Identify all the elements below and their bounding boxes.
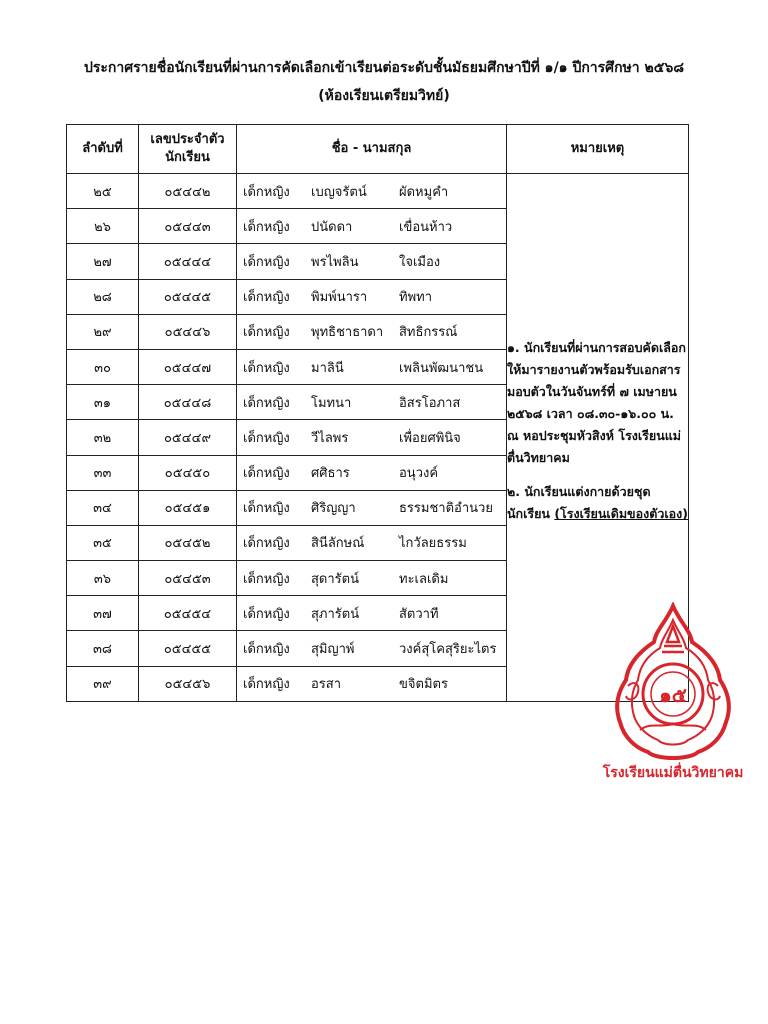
row-number: ๓๒ [67,420,139,455]
student-full-name [237,357,506,378]
student-name-cell [237,561,507,596]
student-name-cell [237,314,507,349]
seal-lower-swirl [640,724,706,730]
row-number: ๒๙ [67,314,139,349]
announcement-title: ประกาศรายชื่อนักเรียนที่ผ่านการคัดเลือกเข้าเรียนต่อระดับชั้นมัธยมศึกษาปีที่ ๑/๑ ปีการศึกษา ๒๕๖๘ [83,60,685,76]
first-name: สุภารัตน์ [311,606,360,622]
first-name: พรไพลิน [311,254,359,270]
name-prefix: เด็กหญิง [243,466,290,482]
student-name-cell [237,174,507,209]
student-id: ๐๕๔๔๒ [139,174,237,209]
first-name: มาลินี [311,360,344,376]
student-id: ๐๕๔๕๔ [139,596,237,631]
student-id: ๐๕๔๔๕ [139,279,237,314]
seal-crown [662,626,684,652]
student-id: ๐๕๔๔๖ [139,314,237,349]
row-number: ๒๗ [67,244,139,279]
last-name: วงค์สุโคสุริยะไตร [399,642,497,658]
table-row [67,174,689,209]
row-number: ๒๖ [67,209,139,244]
last-name: ธรรมชาติอำนวย [399,501,493,517]
name-prefix: เด็กหญิง [243,254,290,270]
name-prefix: เด็กหญิง [243,642,290,658]
first-name: สุมิญาพ์ [311,642,355,658]
roster-body [67,174,689,702]
name-prefix: เด็กหญิง [243,184,290,200]
row-number: ๓๐ [67,349,139,384]
name-prefix: เด็กหญิง [243,290,290,306]
student-id: ๐๕๔๕๒ [139,525,237,560]
last-name: ไกวัลยธรรม [399,536,467,552]
header-student-id [139,125,237,174]
first-name: โมทนา [311,395,352,411]
school-seal [598,602,748,782]
header-student-id-line1: เลขประจำตัว [150,132,225,147]
student-full-name [237,638,506,659]
announcement-subtitle: (ห้องเรียนเตรียมวิทย์) [318,88,450,104]
first-name: พุทธิชาธาดา [311,325,384,341]
row-number: ๓๑ [67,385,139,420]
student-id: ๐๕๔๕๖ [139,666,237,701]
name-prefix: เด็กหญิง [243,360,290,376]
student-full-name [237,181,506,202]
row-number: ๓๗ [67,596,139,631]
header-no: ลำดับที่ [67,125,139,174]
student-full-name [237,321,506,342]
student-id: ๐๕๔๔๘ [139,385,237,420]
student-full-name [237,568,506,589]
first-name: พิมพ์นารา [311,290,368,306]
student-id: ๐๕๔๕๕ [139,631,237,666]
last-name: ทะเลเดิม [399,571,449,587]
name-prefix: เด็กหญิง [243,325,290,341]
student-name-cell [237,455,507,490]
name-prefix: เด็กหญิง [243,571,290,587]
student-full-name [237,216,506,237]
last-name: สิทธิกรรณ์ [399,325,458,341]
student-id: ๐๕๔๕๐ [139,455,237,490]
student-name-cell [237,596,507,631]
first-name: สุดารัตน์ [311,571,359,587]
remark-item-2 [507,481,688,525]
first-name: ศิริญญา [311,501,356,517]
student-id: ๐๕๔๕๑ [139,490,237,525]
row-number: ๓๖ [67,561,139,596]
remark-item-1: ๑. นักเรียนที่ผ่านการสอบคัดเลือกให้มารายงานตัวพร้อมรับเอกสารมอบตัวในวันจันทร์ที่ ๗ เมษายน ๒๕๖๘ เวลา ๐๘.๓๐-๑๖.๐๐ น. ณ หอประชุมหัวสิงห์ โรงเรียนแม่ตื่นวิทยาคม [507,340,686,466]
student-id: ๐๕๔๕๓ [139,561,237,596]
last-name: สัตวาที [399,606,439,622]
name-prefix: เด็กหญิง [243,501,290,517]
first-name: ปนัดดา [311,219,353,235]
last-name: เพื่อยศพินิจ [399,430,461,446]
student-name-cell [237,490,507,525]
last-name: เขื่อนห้าว [399,219,453,235]
student-name-cell [237,420,507,455]
seal-school-name: โรงเรียนแม่ตื่นวิทยาคม [602,765,744,781]
student-id: ๐๕๔๔๔ [139,244,237,279]
student-name-cell [237,244,507,279]
student-name-cell [237,525,507,560]
row-number: ๓๔ [67,490,139,525]
name-prefix: เด็กหญิง [243,606,290,622]
student-full-name [237,462,506,483]
header-student-id-line2: นักเรียน [165,150,210,165]
first-name: สินีลักษณ์ [311,536,365,552]
first-name: วีไลพร [311,430,349,446]
student-name-cell [237,209,507,244]
student-name-cell [237,631,507,666]
student-roster-table [66,124,689,702]
student-name-cell [237,349,507,384]
name-prefix: เด็กหญิง [243,677,290,693]
last-name: อิสรโอภาส [399,395,461,411]
row-number: ๓๓ [67,455,139,490]
student-full-name [237,532,506,553]
student-name-cell [237,385,507,420]
last-name: อนุวงค์ [399,466,439,482]
seal-emblem-text: ๑๕ [659,683,687,707]
remark-item-2-underlined: (โรงเรียนเดิมของตัวเอง) [554,506,688,522]
last-name: เพลินพัฒนาชน [399,360,484,376]
student-full-name [237,427,506,448]
student-id: ๐๕๔๔๗ [139,349,237,384]
student-full-name [237,392,506,413]
name-prefix: เด็กหญิง [243,430,290,446]
last-name: ขจิตมิตร [399,677,448,693]
row-number: ๒๕ [67,174,139,209]
last-name: ผัดหมูคำ [399,184,449,200]
student-name-cell [237,666,507,701]
student-id: ๐๕๔๔๓ [139,209,237,244]
name-prefix: เด็กหญิง [243,536,290,552]
table-header-row [67,125,689,174]
student-name-cell [237,279,507,314]
student-full-name [237,497,506,518]
student-full-name [237,603,506,624]
row-number: ๒๘ [67,279,139,314]
student-id: ๐๕๔๔๙ [139,420,237,455]
header-remarks: หมายเหตุ [507,125,689,174]
row-number: ๓๕ [67,525,139,560]
student-full-name [237,251,506,272]
name-prefix: เด็กหญิง [243,395,290,411]
header-name: ชื่อ - นามสกุล [237,125,507,174]
first-name: ศศิธาร [311,466,350,482]
last-name: ทิพทา [399,290,433,306]
last-name: ใจเมือง [399,254,441,270]
name-prefix: เด็กหญิง [243,219,290,235]
student-full-name [237,286,506,307]
remark-item-2-text: ๒. นักเรียนแต่งกายด้วยชุดนักเรียน [507,484,651,522]
row-number: ๓๘ [67,631,139,666]
first-name: เบญจรัตน์ [311,184,367,200]
student-full-name [237,673,506,694]
first-name: อรสา [311,677,342,693]
row-number: ๓๙ [67,666,139,701]
